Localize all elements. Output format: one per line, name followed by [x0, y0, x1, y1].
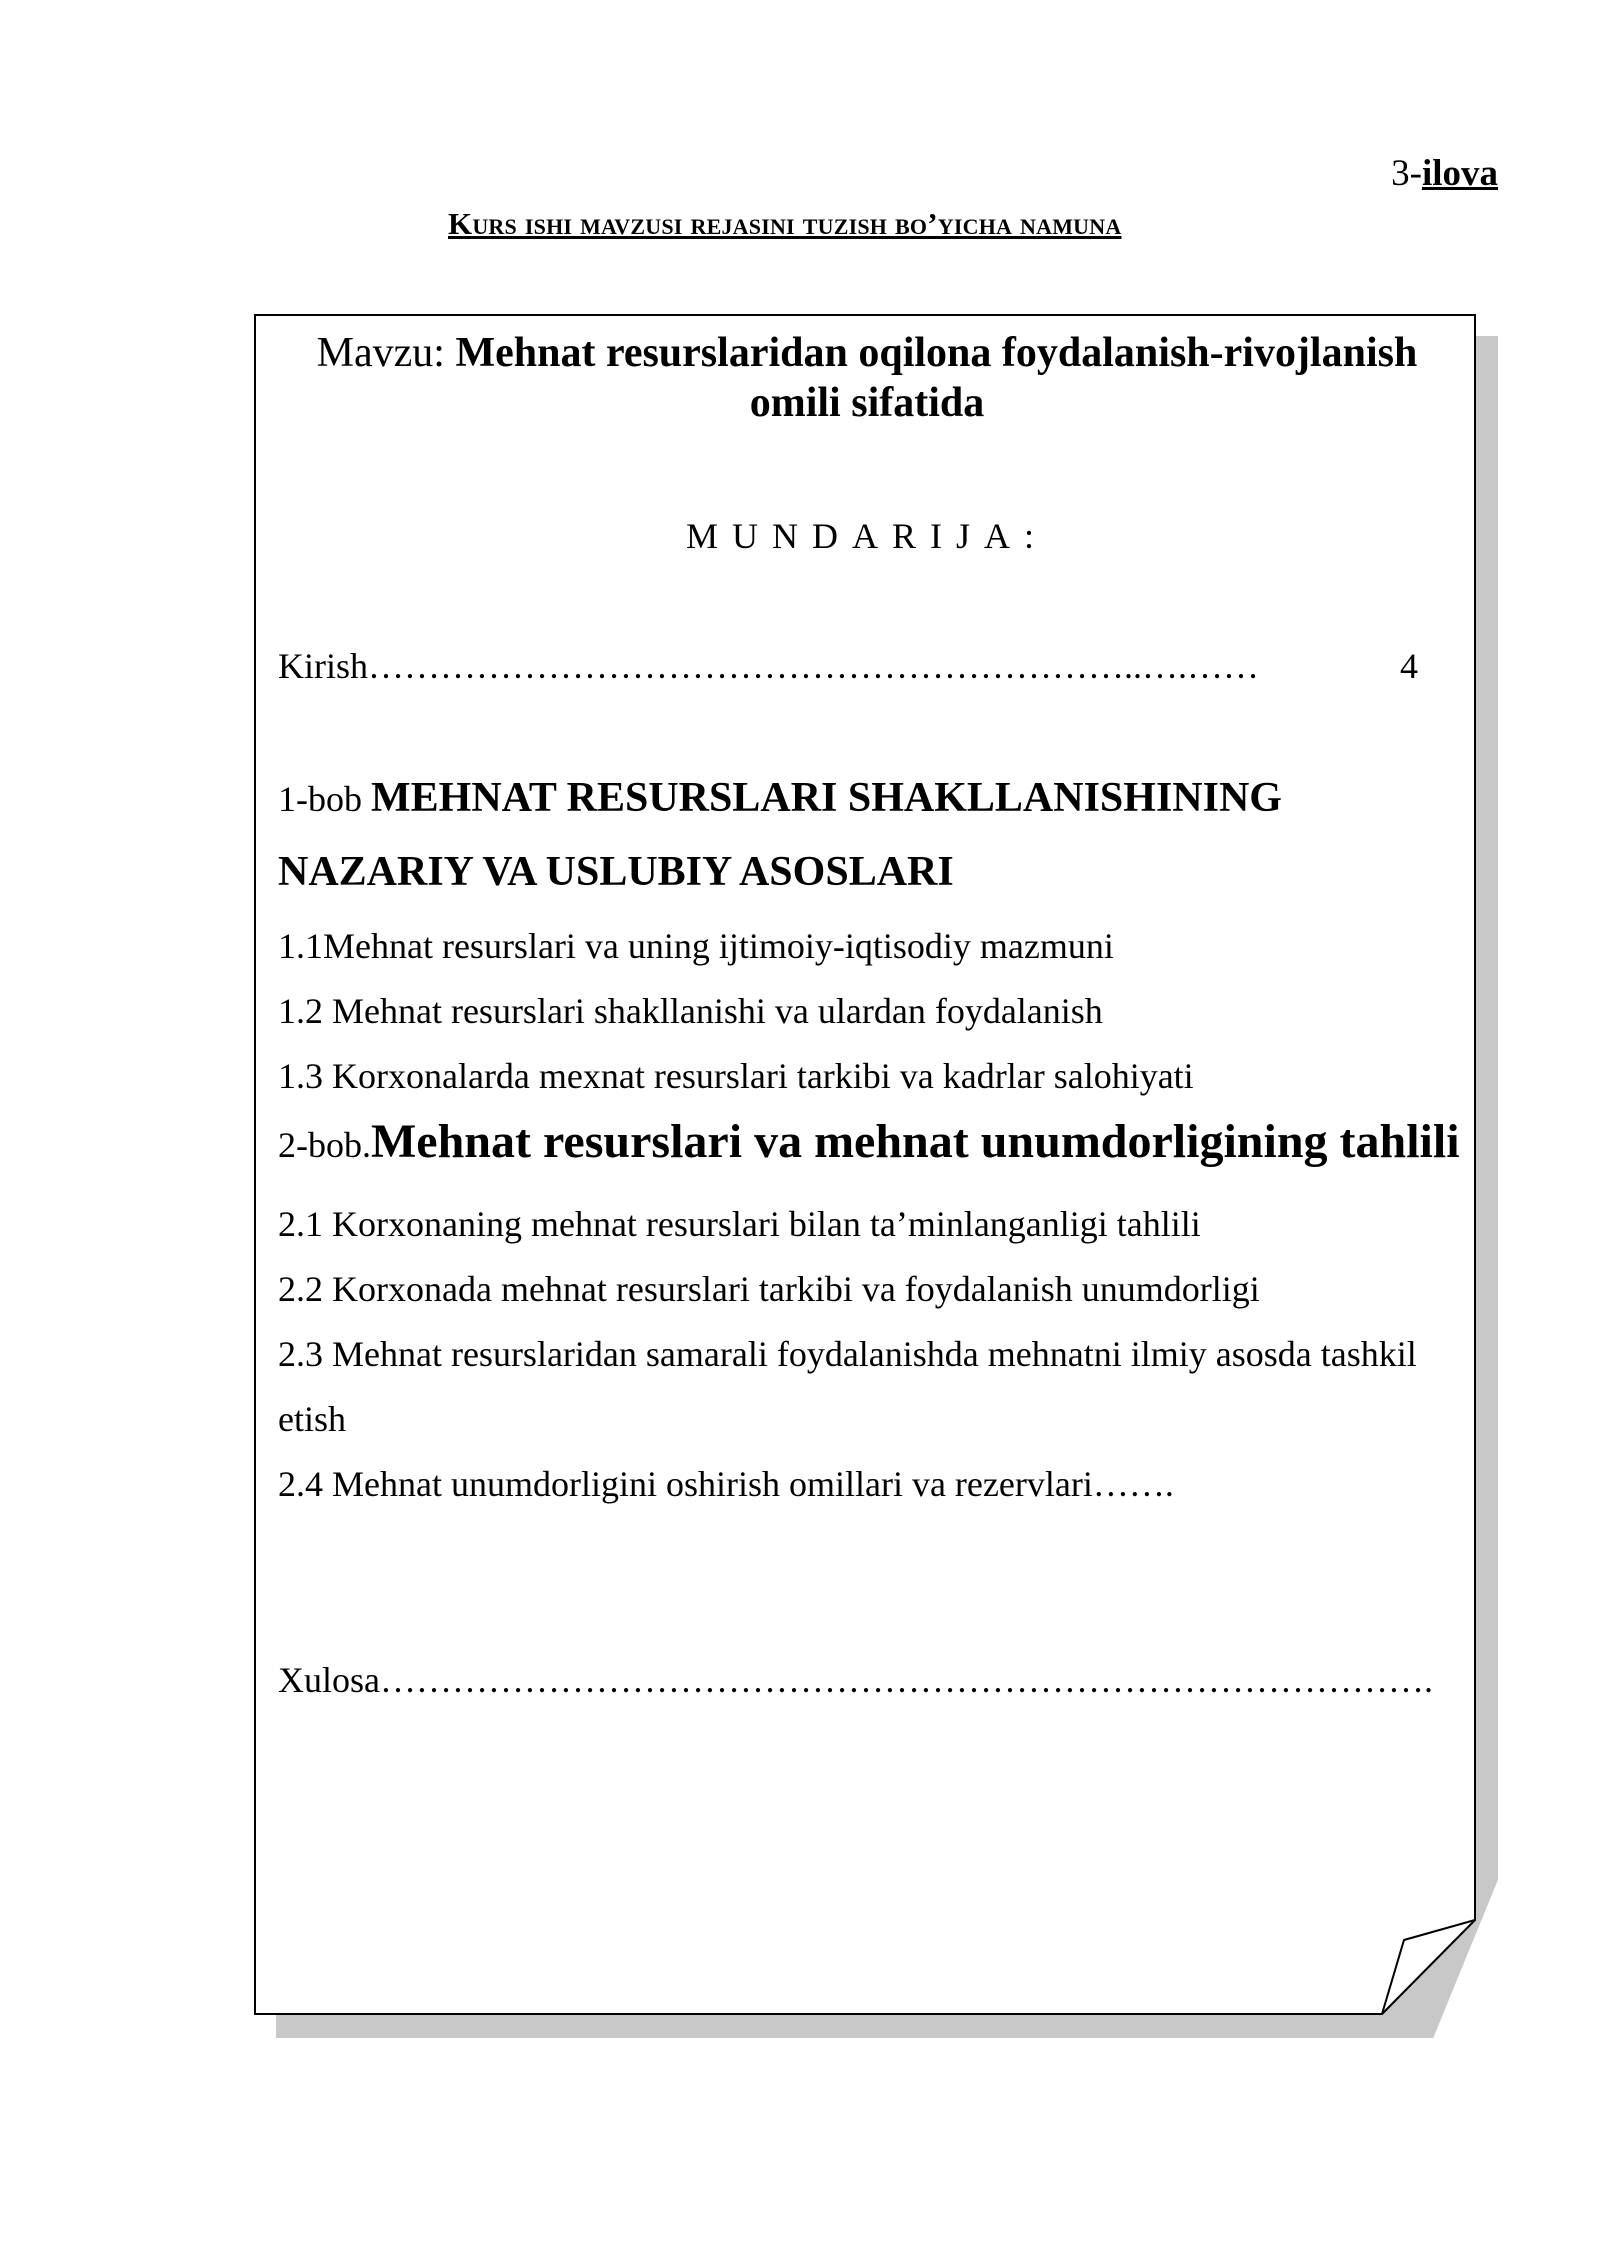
- toc-conclusion: Xulosa…………………………………………………………………………….: [278, 1660, 1433, 1700]
- chapter1-title-line1: MEHNAT RESURSLARI SHAKLLANISHINING: [371, 775, 1282, 821]
- toc-intro-page: 4: [1400, 646, 1418, 686]
- toc-section-2-1: 2.1 Korxonaning mehnat resurslari bilan ta’minlanganligi tahlili: [278, 1204, 1201, 1244]
- appendix-word: ilova: [1421, 153, 1498, 194]
- chapter2-heading: [278, 1115, 1460, 1168]
- toc-intro: [278, 644, 1458, 688]
- toc-section-1-1: 1.1Mehnat resurslari va uning ijtimoiy-iqtisodiy mazmuni: [278, 926, 1114, 966]
- toc-intro-label: Kirish………………………………………………………..….……: [278, 646, 1259, 686]
- toc-section-2-2: 2.2 Korxonada mehnat resurslari tarkibi va foydalanish unumdorligi: [278, 1269, 1260, 1309]
- topic-prefix: Mavzu:: [316, 330, 456, 376]
- toc-section-2-3: 2.3 Mehnat resurslaridan samarali foydalanishda mehnatni ilmiy asosda tashkil: [278, 1334, 1417, 1374]
- topic-title-line2: omili sifatida: [749, 380, 985, 426]
- chapter1-heading: [278, 776, 1282, 821]
- document-title: Kurs ishi mavzusi rejasini tuzish bo’yicha namuna: [448, 206, 1122, 241]
- topic-title-line1: Mehnat resurslaridan oqilona foydalanish-rivojlanish: [455, 330, 1418, 376]
- toc-section-2-4: 2.4 Mehnat unumdorligini oshirish omillari va rezervlari…….: [278, 1464, 1174, 1504]
- chapter1-heading-line2: [278, 850, 954, 895]
- toc-section-1-3: 1.3 Korxonalarda mexnat resurslari tarkibi va kadrlar salohiyati: [278, 1056, 1194, 1096]
- contents-heading: MUNDARIJA:: [685, 516, 1048, 556]
- chapter2-title: Mehnat resurslari va mehnat unumdorligining tahlili: [371, 1115, 1460, 1168]
- chapter2-prefix: 2-bob.: [278, 1125, 371, 1165]
- appendix-label: [1391, 152, 1498, 196]
- chapter1-prefix: 1-bob: [278, 779, 371, 819]
- toc-section-1-2: 1.2 Mehnat resurslari shakllanishi va ulardan foydalanish: [278, 991, 1103, 1031]
- chapter1-title-line2: NAZARIY VA USLUBIY ASOSLARI: [278, 849, 954, 895]
- topic-heading: [278, 328, 1456, 428]
- appendix-number: 3-: [1391, 153, 1422, 194]
- toc-section-2-3-cont: etish: [278, 1399, 346, 1439]
